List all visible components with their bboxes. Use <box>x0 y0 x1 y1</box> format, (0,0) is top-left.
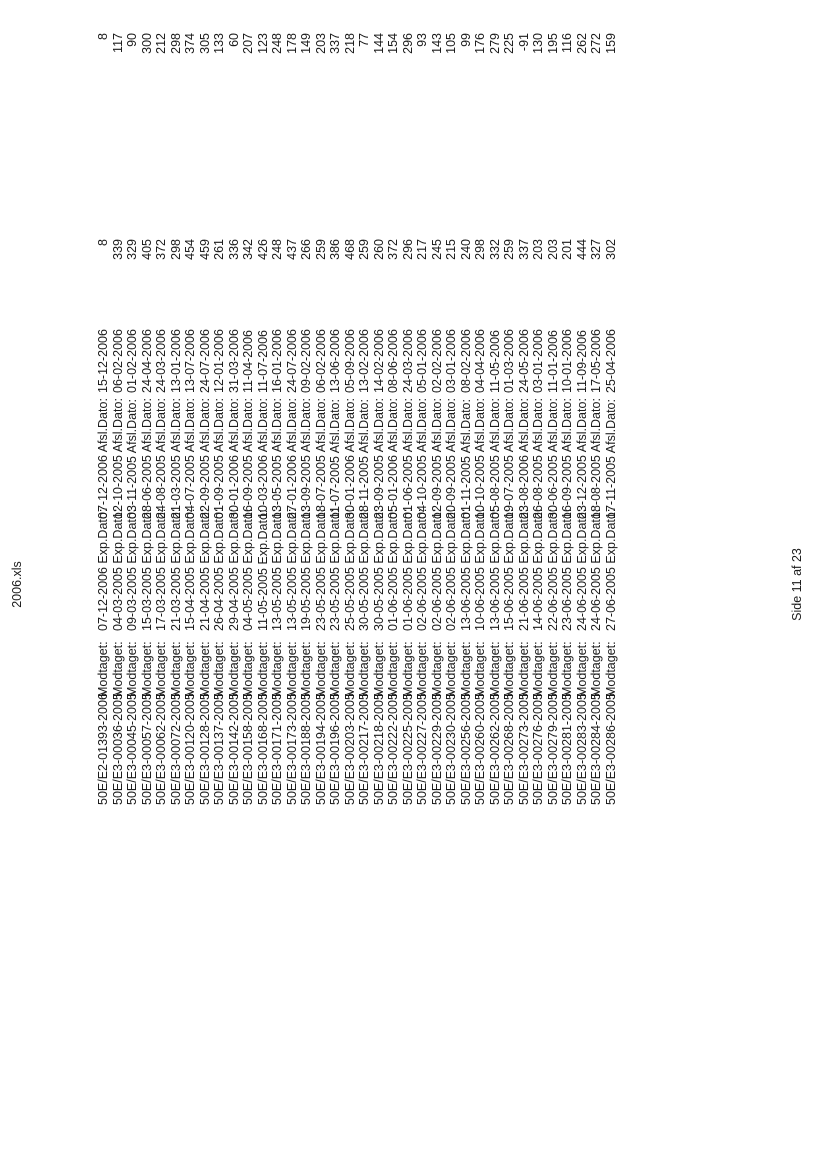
case-number: 50E/E3-00268-2005 <box>502 693 516 805</box>
received-label: Modtaget: <box>212 641 226 697</box>
closing-label-date: 28-06-2005 Afsl.Dato: <box>139 398 154 519</box>
closing-date: 24-03-2006 <box>400 329 415 393</box>
received-label: Modtaget: <box>139 641 154 697</box>
case-number: 50E/E3-00196-2005 <box>328 693 342 805</box>
case-number: 50E/E3-00276-2005 <box>531 693 545 805</box>
table-row <box>112 0 125 1169</box>
days-total: 298 <box>168 239 183 260</box>
days-since-expedition: 374 <box>183 33 197 54</box>
days-total: 342 <box>241 239 255 260</box>
closing-date: 24-07-2006 <box>284 329 299 393</box>
table-row <box>431 0 444 1169</box>
closing-label-date: 24-08-2005 Afsl.Dato: <box>154 398 168 519</box>
closing-label-date: 03-11-2005 Afsl.Dato: <box>125 399 139 519</box>
table-row <box>460 0 473 1169</box>
expedition-date: 23-05-2005 Exp.Dato: <box>313 508 328 631</box>
days-since-expedition: 105 <box>444 33 458 54</box>
table-row <box>315 0 328 1169</box>
days-since-expedition: 93 <box>415 33 429 47</box>
days-total: 259 <box>357 239 371 260</box>
days-total: 215 <box>444 239 458 260</box>
case-number: 50E/E3-00045-2005 <box>125 693 139 805</box>
closing-date: 17-05-2006 <box>589 329 603 393</box>
expedition-date: 02-06-2005 Exp.Dato: <box>415 508 429 631</box>
received-label: Modtaget: <box>241 641 255 697</box>
days-since-expedition: 195 <box>545 33 560 54</box>
table-row <box>373 0 386 1169</box>
received-label: Modtaget: <box>444 641 458 697</box>
received-label: Modtaget: <box>168 641 183 697</box>
closing-date: 11-07-2006 <box>255 329 270 393</box>
days-since-expedition: 203 <box>313 33 328 54</box>
expedition-date: 09-03-2005 Exp.Dato: <box>125 508 139 631</box>
table-row <box>518 0 531 1169</box>
closing-date: 13-02-2006 <box>357 329 371 393</box>
table-row <box>300 0 313 1169</box>
days-total: 261 <box>212 239 226 260</box>
days-total: 259 <box>502 239 516 260</box>
table-row <box>271 0 284 1169</box>
closing-label-date: 13-09-2005 Afsl.Dato: <box>299 398 313 519</box>
received-label: Modtaget: <box>357 641 371 697</box>
closing-date: 13-07-2006 <box>183 329 197 393</box>
expedition-date: 13-05-2005 Exp.Dato: <box>284 508 299 631</box>
received-label: Modtaget: <box>458 641 473 697</box>
closing-label-date: 10-03-2006 Afsl.Dato: <box>255 398 270 519</box>
closing-label-date: 16-09-2005 Afsl.Dato: <box>560 398 574 519</box>
closing-label-date: 22-09-2005 Afsl.Dato: <box>197 398 212 519</box>
closing-date: 01-03-2006 <box>502 329 516 393</box>
expedition-date: 01-06-2005 Exp.Dato: <box>400 508 415 631</box>
table-row <box>155 0 168 1169</box>
expedition-date: 21-04-2005 Exp.Dato: <box>197 508 212 631</box>
table-row <box>329 0 342 1169</box>
closing-label-date: 27-01-2006 Afsl.Dato: <box>284 398 299 519</box>
expedition-date: 02-06-2005 Exp.Dato: <box>429 508 444 631</box>
days-since-expedition: 296 <box>400 33 415 54</box>
case-number: 50E/E3-00262-2005 <box>487 693 502 805</box>
table-row <box>97 0 110 1169</box>
case-number: 50E/E3-00203-2005 <box>342 693 357 805</box>
table-row <box>416 0 429 1169</box>
received-label: Modtaget: <box>270 641 284 697</box>
expedition-date: 23-06-2005 Exp.Dato: <box>560 508 574 631</box>
closing-date: 02-02-2006 <box>429 329 444 393</box>
case-number: 50E/E3-00062-2005 <box>154 693 168 805</box>
closing-label-date: 07-12-2006 Afsl.Dato: <box>96 398 110 519</box>
days-since-expedition: 117 <box>110 33 125 53</box>
days-total: 217 <box>415 239 429 260</box>
received-label: Modtaget: <box>545 641 560 697</box>
received-label: Modtaget: <box>197 641 212 697</box>
days-total: 296 <box>400 239 415 260</box>
received-label: Modtaget: <box>589 641 603 697</box>
days-total: 260 <box>371 239 386 260</box>
days-total: 248 <box>270 239 284 260</box>
page-footer-number: Side 11 af 23 <box>790 548 804 621</box>
expedition-date: 30-05-2005 Exp.Dato: <box>357 508 371 631</box>
expedition-date: 24-06-2005 Exp.Dato: <box>574 508 589 631</box>
days-since-expedition: 77 <box>357 33 371 47</box>
table-row <box>257 0 270 1169</box>
closing-date: 13-01-2006 <box>168 329 183 393</box>
closing-date: 06-02-2006 <box>110 329 125 393</box>
received-label: Modtaget: <box>226 641 241 697</box>
days-total: 203 <box>531 239 545 260</box>
days-since-expedition: 337 <box>328 33 342 54</box>
closing-label-date: 13-05-2005 Afsl.Dato: <box>270 398 284 519</box>
expedition-date: 13-05-2005 Exp.Dato: <box>270 508 284 631</box>
closing-date: 24-05-2006 <box>516 329 531 393</box>
expedition-date: 04-03-2005 Exp.Dato: <box>110 508 125 631</box>
received-label: Modtaget: <box>516 641 531 697</box>
received-label: Modtaget: <box>371 641 386 697</box>
days-since-expedition: 262 <box>574 33 589 54</box>
expedition-date: 11-05-2005 Exp.Dato: <box>255 509 270 631</box>
days-total: 386 <box>328 239 342 260</box>
received-label: Modtaget: <box>299 641 313 697</box>
closing-date: 09-02-2006 <box>299 329 313 393</box>
table-row <box>141 0 154 1169</box>
expedition-date: 25-05-2005 Exp.Dato: <box>342 508 357 631</box>
received-label: Modtaget: <box>560 641 574 697</box>
closing-date: 05-01-2006 <box>415 329 429 393</box>
days-since-expedition: 176 <box>473 33 487 54</box>
days-total: 337 <box>516 239 531 260</box>
closing-date: 24-04-2006 <box>139 329 154 393</box>
days-since-expedition: 279 <box>487 33 502 54</box>
closing-label-date: 28-11-2005 Afsl.Dato: <box>357 399 371 519</box>
days-total: 468 <box>342 239 357 260</box>
closing-label-date: 12-10-2005 Afsl.Dato: <box>110 398 125 519</box>
received-label: Modtaget: <box>125 641 139 697</box>
case-number: 50E/E3-00222-2005 <box>386 693 400 805</box>
received-label: Modtaget: <box>96 641 110 697</box>
closing-date: 10-01-2006 <box>560 329 574 393</box>
days-since-expedition: 116 <box>560 33 574 53</box>
days-total: 298 <box>473 239 487 260</box>
expedition-date: 13-06-2005 Exp.Dato: <box>458 508 473 631</box>
days-since-expedition: 123 <box>255 33 270 54</box>
case-number: 50E/E3-00142-2005 <box>226 693 241 805</box>
closing-date: 12-01-2006 <box>212 329 226 393</box>
days-total: 336 <box>226 239 241 260</box>
case-number: 50E/E3-00227-2005 <box>415 693 429 805</box>
days-since-expedition: 178 <box>284 33 299 54</box>
days-total: 339 <box>110 239 125 260</box>
days-total: 329 <box>125 239 139 260</box>
case-number: 50E/E3-00286-2005 <box>603 693 618 805</box>
closing-label-date: 05-01-2006 Afsl.Dato: <box>386 398 400 519</box>
days-total: 454 <box>183 239 197 260</box>
days-since-expedition: 225 <box>502 33 516 54</box>
case-number: 50E/E2-01393-2006 <box>96 693 110 805</box>
case-number: 50E/E3-00225-2005 <box>400 693 415 805</box>
days-since-expedition: -91 <box>516 33 531 52</box>
received-label: Modtaget: <box>502 641 516 697</box>
received-label: Modtaget: <box>531 641 545 697</box>
case-number: 50E/E3-00120-2005 <box>183 693 197 805</box>
received-label: Modtaget: <box>183 641 197 697</box>
expedition-date: 21-03-2005 Exp.Dato: <box>168 508 183 631</box>
expedition-date: 30-05-2005 Exp.Dato: <box>371 508 386 631</box>
case-number: 50E/E3-00128-2005 <box>197 693 212 805</box>
table-row <box>344 0 357 1169</box>
closing-date: 04-04-2006 <box>473 329 487 393</box>
case-number: 50E/E3-00194-2005 <box>313 693 328 805</box>
days-since-expedition: 8 <box>96 33 110 40</box>
table-row <box>445 0 458 1169</box>
days-total: 437 <box>284 239 299 260</box>
received-label: Modtaget: <box>154 641 168 697</box>
case-number: 50E/E3-00284-2005 <box>589 693 603 805</box>
case-number: 50E/E3-00158-2005 <box>241 693 255 805</box>
page-header-title: 2006.xls <box>10 561 24 608</box>
table-row <box>228 0 241 1169</box>
closing-date: 01-02-2006 <box>125 329 139 393</box>
days-total: 372 <box>386 239 400 260</box>
case-number: 50E/E3-00171-2005 <box>270 693 284 805</box>
expedition-date: 24-06-2005 Exp.Dato: <box>589 508 603 631</box>
expedition-date: 23-05-2005 Exp.Dato: <box>328 508 342 631</box>
closing-date: 25-04-2006 <box>603 329 618 393</box>
closing-label-date: 11-07-2005 Afsl.Dato: <box>328 399 342 519</box>
days-total: 459 <box>197 239 212 260</box>
expedition-date: 15-04-2005 Exp.Dato: <box>183 508 197 631</box>
received-label: Modtaget: <box>487 641 502 697</box>
table-row <box>576 0 589 1169</box>
case-number: 50E/E3-00217-2005 <box>357 693 371 805</box>
closing-date: 24-03-2006 <box>154 329 168 393</box>
days-since-expedition: 90 <box>125 33 139 47</box>
closing-label-date: 20-09-2005 Afsl.Dato: <box>444 398 458 519</box>
expedition-date: 10-06-2005 Exp.Dato: <box>473 508 487 631</box>
expedition-date: 17-03-2005 Exp.Dato: <box>154 508 168 631</box>
days-total: 405 <box>139 239 154 260</box>
closing-date: 31-03-2006 <box>226 329 241 393</box>
closing-date: 05-09-2006 <box>342 329 357 393</box>
days-since-expedition: 272 <box>589 33 603 54</box>
received-label: Modtaget: <box>255 641 270 697</box>
days-since-expedition: 248 <box>270 33 284 54</box>
days-since-expedition: 218 <box>342 33 357 54</box>
days-total: 201 <box>560 239 574 260</box>
closing-label-date: 01-11-2005 Afsl.Dato: <box>458 399 473 519</box>
closing-label-date: 04-07-2005 Afsl.Dato: <box>183 398 197 519</box>
days-total: 426 <box>255 239 270 260</box>
closing-label-date: 19-07-2005 Afsl.Dato: <box>502 398 516 519</box>
case-number: 50E/E3-00036-2005 <box>110 693 125 805</box>
table-row <box>503 0 516 1169</box>
case-number: 50E/E3-00283-2005 <box>574 693 589 805</box>
case-number: 50E/E3-00188-2005 <box>299 693 313 805</box>
received-label: Modtaget: <box>574 641 589 697</box>
expedition-date: 07-12-2006 Exp.Dato: <box>96 508 110 631</box>
days-since-expedition: 212 <box>154 33 168 54</box>
table-row <box>532 0 545 1169</box>
closing-label-date: 30-01-2006 Afsl.Dato: <box>226 398 241 519</box>
expedition-date: 22-06-2005 Exp.Dato: <box>545 508 560 631</box>
days-total: 245 <box>429 239 444 260</box>
closing-label-date: 05-08-2005 Afsl.Dato: <box>487 398 502 519</box>
days-since-expedition: 298 <box>168 33 183 54</box>
expedition-date: 02-06-2005 Exp.Dato: <box>444 508 458 631</box>
received-label: Modtaget: <box>415 641 429 697</box>
table-row <box>387 0 400 1169</box>
closing-label-date: 01-06-2005 Afsl.Dato: <box>400 398 415 519</box>
closing-label-date: 23-09-2005 Afsl.Dato: <box>371 398 386 519</box>
closing-label-date: 18-08-2005 Afsl.Dato: <box>589 398 603 519</box>
days-total: 327 <box>589 239 603 260</box>
case-number: 50E/E3-00260-2005 <box>473 693 487 805</box>
closing-date: 06-02-2006 <box>313 329 328 393</box>
days-total: 203 <box>545 239 560 260</box>
expedition-date: 29-04-2005 Exp.Dato: <box>226 508 241 631</box>
expedition-date: 26-04-2005 Exp.Dato: <box>212 508 226 631</box>
days-total: 240 <box>458 239 473 260</box>
days-since-expedition: 305 <box>197 33 212 54</box>
expedition-date: 13-06-2005 Exp.Dato: <box>487 508 502 631</box>
days-since-expedition: 60 <box>226 33 241 47</box>
days-total: 444 <box>574 239 589 260</box>
table-row <box>489 0 502 1169</box>
case-number: 50E/E3-00057-2005 <box>139 693 154 805</box>
days-total: 332 <box>487 239 502 260</box>
closing-label-date: 30-01-2006 Afsl.Dato: <box>342 398 357 519</box>
closing-date: 08-02-2006 <box>458 329 473 393</box>
expedition-date: 14-06-2005 Exp.Dato: <box>531 508 545 631</box>
days-since-expedition: 300 <box>139 33 154 54</box>
days-since-expedition: 149 <box>299 33 313 54</box>
table-row <box>605 0 618 1169</box>
closing-date: 03-01-2006 <box>531 329 545 393</box>
received-label: Modtaget: <box>110 641 125 697</box>
received-label: Modtaget: <box>473 641 487 697</box>
closing-label-date: 21-03-2005 Afsl.Dato: <box>168 398 183 519</box>
table-row <box>199 0 212 1169</box>
table-row <box>358 0 371 1169</box>
table-row <box>184 0 197 1169</box>
closing-label-date: 23-12-2005 Afsl.Dato: <box>574 398 589 519</box>
days-since-expedition: 207 <box>241 33 255 54</box>
case-number: 50E/E3-00168-2005 <box>255 693 270 805</box>
case-number: 50E/E3-00279-2005 <box>545 693 560 805</box>
case-number: 50E/E3-00273-2005 <box>516 693 531 805</box>
closing-date: 08-06-2006 <box>386 329 400 393</box>
expedition-date: 15-03-2005 Exp.Dato: <box>139 508 154 631</box>
closing-date: 03-01-2006 <box>444 329 458 393</box>
case-number: 50E/E3-00229-2005 <box>429 693 444 805</box>
days-total: 372 <box>154 239 168 260</box>
closing-date: 16-01-2006 <box>270 329 284 393</box>
table-row <box>547 0 560 1169</box>
closing-label-date: 17-11-2005 Afsl.Dato: <box>603 399 618 519</box>
days-since-expedition: 154 <box>386 33 400 54</box>
table-row <box>474 0 487 1169</box>
table-row <box>402 0 415 1169</box>
closing-label-date: 23-08-2006 Afsl.Dato: <box>516 398 531 519</box>
closing-date: 11-01-2006 <box>545 329 560 393</box>
table-row <box>213 0 226 1169</box>
days-total: 302 <box>603 239 618 260</box>
closing-date: 11-09-2006 <box>574 329 589 393</box>
closing-date: 11-04-2006 <box>241 329 255 393</box>
days-since-expedition: 144 <box>371 33 386 54</box>
table-row <box>561 0 574 1169</box>
days-since-expedition: 159 <box>603 33 618 54</box>
closing-label-date: 04-10-2005 Afsl.Dato: <box>415 398 429 519</box>
table-row <box>242 0 255 1169</box>
days-since-expedition: 133 <box>212 33 226 54</box>
days-since-expedition: 99 <box>458 33 473 47</box>
days-total: 259 <box>313 239 328 260</box>
closing-label-date: 30-06-2005 Afsl.Dato: <box>545 398 560 519</box>
closing-label-date: 10-10-2005 Afsl.Dato: <box>473 398 487 519</box>
case-number: 50E/E3-00072-2005 <box>168 693 183 805</box>
closing-label-date: 18-07-2005 Afsl.Dato: <box>313 398 328 519</box>
received-label: Modtaget: <box>400 641 415 697</box>
closing-date: 14-02-2006 <box>371 329 386 393</box>
expedition-date: 04-05-2005 Exp.Dato: <box>241 508 255 631</box>
expedition-date: 15-06-2005 Exp.Dato: <box>502 508 516 631</box>
closing-label-date: 01-09-2005 Afsl.Dato: <box>212 398 226 519</box>
closing-label-date: 16-09-2005 Afsl.Dato: <box>241 398 255 519</box>
table-row <box>126 0 139 1169</box>
expedition-date: 01-06-2005 Exp.Dato: <box>386 508 400 631</box>
days-total: 266 <box>299 239 313 260</box>
table-row <box>286 0 299 1169</box>
table-row <box>590 0 603 1169</box>
received-label: Modtaget: <box>603 641 618 697</box>
received-label: Modtaget: <box>313 641 328 697</box>
expedition-date: 19-05-2005 Exp.Dato: <box>299 508 313 631</box>
case-number: 50E/E3-00256-2005 <box>458 693 473 805</box>
closing-label-date: 26-08-2005 Afsl.Dato: <box>531 398 545 519</box>
days-total: 8 <box>96 239 110 246</box>
received-label: Modtaget: <box>342 641 357 697</box>
days-since-expedition: 130 <box>531 33 545 54</box>
case-number: 50E/E3-00281-2005 <box>560 693 574 805</box>
table-row <box>170 0 183 1169</box>
closing-date: 15-12-2006 <box>96 329 110 393</box>
closing-date: 13-06-2006 <box>328 329 342 393</box>
expedition-date: 27-06-2005 Exp.Dato: <box>603 508 618 631</box>
closing-label-date: 12-09-2005 Afsl.Dato: <box>429 398 444 519</box>
expedition-date: 21-06-2005 Exp.Dato: <box>516 508 531 631</box>
days-since-expedition: 143 <box>429 33 444 54</box>
received-label: Modtaget: <box>328 641 342 697</box>
case-number: 50E/E3-00230-2005 <box>444 693 458 805</box>
received-label: Modtaget: <box>284 641 299 697</box>
received-label: Modtaget: <box>386 641 400 697</box>
case-number: 50E/E3-00218-2005 <box>371 693 386 805</box>
received-label: Modtaget: <box>429 641 444 697</box>
closing-date: 24-07-2006 <box>197 329 212 393</box>
closing-date: 11-05-2006 <box>487 329 502 393</box>
case-number: 50E/E3-00173-2005 <box>284 693 299 805</box>
case-number: 50E/E3-00137-2005 <box>212 693 226 805</box>
